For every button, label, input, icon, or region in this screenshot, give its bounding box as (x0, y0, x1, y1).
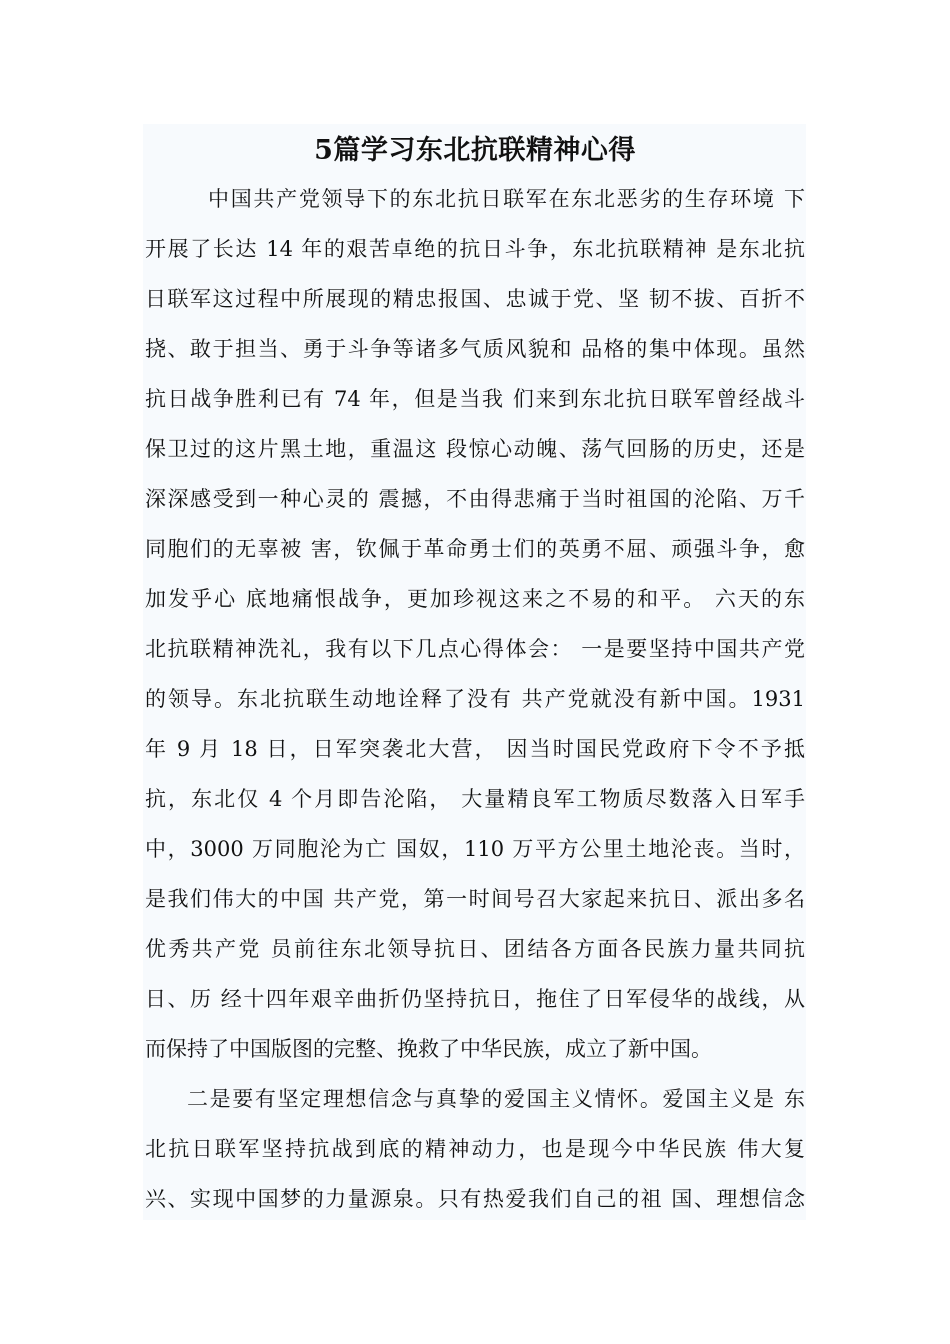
paragraph-line: 日、历 经十四年艰辛曲折仍坚持抗日，拖住了日军侵华的战线，从 (145, 987, 805, 1011)
document-title: 5篇学习东北抗联精神心得 (314, 135, 636, 166)
paragraph-line: 保卫过的这片黑土地，重温这 段惊心动魄、荡气回肠的历史，还是 (145, 437, 805, 461)
paragraph-line: 日联军这过程中所展现的精忠报国、忠诚于党、坚 韧不拔、百折不 (145, 287, 805, 311)
paragraph-line: 北抗联精神洗礼，我有以下几点心得体会： 一是要坚持中国共产党 (145, 637, 805, 661)
paragraph-line: 中，3000 万同胞沦为亡 国奴，110 万平方公里土地沦丧。当时， (145, 837, 805, 861)
paragraph-line: 开展了长达 14 年的艰苦卓绝的抗日斗争，东北抗联精神 是东北抗 (145, 237, 805, 261)
paragraph-line: 二是要有坚定理想信念与真挚的爱国主义情怀。爱国主义是 东 (187, 1087, 805, 1111)
paragraph-line: 挠、敢于担当、勇于斗争等诸多气质风貌和 品格的集中体现。虽然 (145, 337, 805, 361)
paragraph-line: 同胞们的无辜被 害，钦佩于革命勇士们的英勇不屈、顽强斗争，愈 (145, 537, 805, 561)
paragraph-line: 抗，东北仅 4 个月即告沦陷， 大量精良军工物质尽数落入日军手 (145, 787, 805, 811)
paragraph-line: 中国共产党领导下的东北抗日联军在东北恶劣的生存环境 下 (208, 187, 805, 211)
paragraph-line: 是我们伟大的中国 共产党，第一时间号召大家起来抗日、派出多名 (145, 887, 805, 911)
paragraph-line: 深深感受到一种心灵的 震撼，不由得悲痛于当时祖国的沦陷、万千 (145, 487, 805, 511)
paragraph-line: 抗日战争胜利已有 74 年，但是当我 们来到东北抗日联军曾经战斗 (145, 387, 805, 411)
paragraph-line: 的领导。东北抗联生动地诠释了没有 共产党就没有新中国。1931 (145, 687, 805, 711)
paragraph-line: 北抗日联军坚持抗战到底的精神动力，也是现今中华民族 伟大复 (145, 1137, 805, 1161)
paragraph-line: 优秀共产党 员前往东北领导抗日、团结各方面各民族力量共同抗 (145, 937, 805, 961)
paragraph-line: 年 9 月 18 日，日军突袭北大营， 因当时国民党政府下令不予抵 (145, 737, 805, 761)
paragraph-line: 加发乎心 底地痛恨战争，更加珍视这来之不易的和平。 六天的东 (145, 587, 805, 611)
paragraph-line: 兴、实现中国梦的力量源泉。只有热爱我们自己的祖 国、理想信念 (145, 1187, 805, 1211)
paragraph-line: 而保持了中国版图的完整、挽救了中华民族，成立了新中国。 (145, 1037, 712, 1061)
